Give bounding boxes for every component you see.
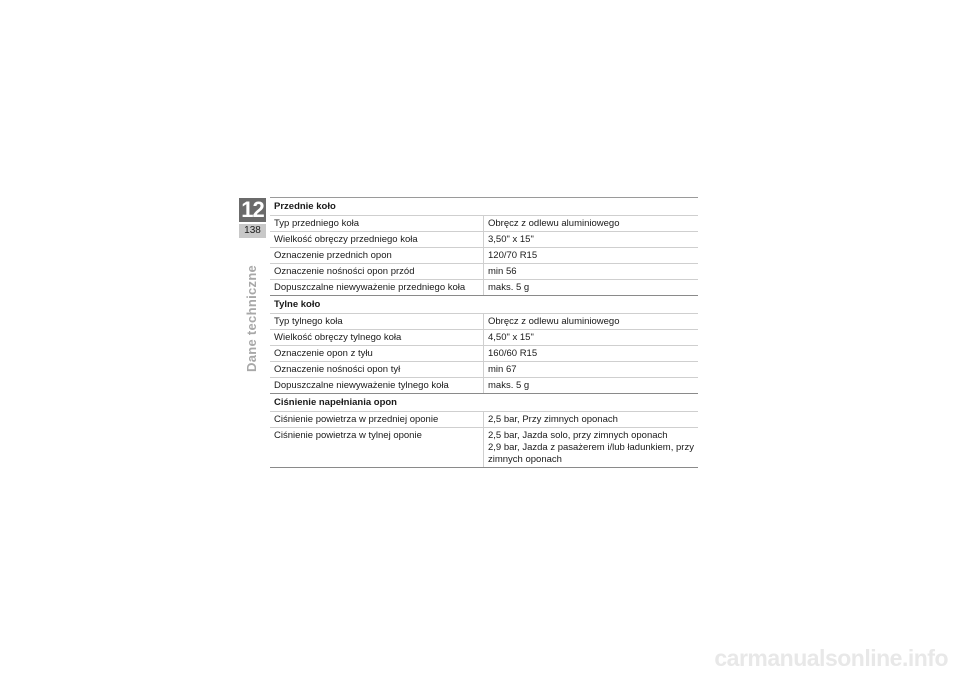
row-label: Oznaczenie nośności opon przód bbox=[274, 266, 415, 277]
table-row bbox=[270, 412, 698, 428]
row-label: Typ przedniego koła bbox=[274, 218, 360, 229]
row-value: min 56 bbox=[483, 264, 698, 279]
row-value: min 67 bbox=[483, 362, 698, 377]
table-row bbox=[270, 248, 698, 264]
row-label: Dopuszczalne niewyważenie tylnego koła bbox=[274, 380, 449, 391]
row-value: maks. 5 g bbox=[483, 280, 698, 295]
watermark: carmanualsonline.info bbox=[714, 645, 948, 671]
table-row bbox=[270, 428, 698, 468]
row-value: Obręcz z odlewu aluminiowego bbox=[483, 216, 698, 231]
row-value: 160/60 R15 bbox=[483, 346, 698, 361]
row-value: maks. 5 g bbox=[483, 378, 698, 393]
row-value: 2,5 bar, Przy zimnych oponach bbox=[483, 412, 698, 427]
row-label: Dopuszczalne niewyważenie przedniego koła bbox=[274, 282, 466, 293]
row-value-line: 2,5 bar, Jazda solo, przy zimnych oponach bbox=[488, 430, 668, 441]
section-heading-tire-pressure: Ciśnienie napełniania opon bbox=[270, 394, 698, 412]
table-row bbox=[270, 264, 698, 280]
table-row bbox=[270, 232, 698, 248]
row-label: Wielkość obręczy przedniego koła bbox=[274, 234, 418, 245]
table-row bbox=[270, 280, 698, 296]
row-value: 3,50" x 15" bbox=[483, 232, 698, 247]
table-row bbox=[270, 314, 698, 330]
page-number: 138 bbox=[239, 224, 266, 238]
row-label: Ciśnienie powietrza w przedniej oponie bbox=[274, 414, 439, 425]
row-value: 4,50" x 15" bbox=[483, 330, 698, 345]
chapter-title: Dane techniczne bbox=[244, 264, 259, 372]
row-label: Oznaczenie opon z tyłu bbox=[274, 348, 373, 359]
spec-table bbox=[270, 197, 698, 468]
row-label: Oznaczenie przednich opon bbox=[274, 250, 392, 261]
table-row bbox=[270, 216, 698, 232]
row-value bbox=[483, 428, 698, 467]
table-row bbox=[270, 330, 698, 346]
row-value-line: 2,9 bar, Jazda z pasażerem i/lub ładunkiem, przy zimnych oponach bbox=[488, 442, 694, 465]
chapter-number: 12 bbox=[239, 198, 266, 222]
row-value: Obręcz z odlewu aluminiowego bbox=[483, 314, 698, 329]
table-row bbox=[270, 346, 698, 362]
section-heading-front-wheel: Przednie koło bbox=[270, 198, 698, 216]
row-label: Typ tylnego koła bbox=[274, 316, 343, 327]
section-heading-rear-wheel: Tylne koło bbox=[270, 296, 698, 314]
table-row bbox=[270, 362, 698, 378]
row-label: Wielkość obręczy tylnego koła bbox=[274, 332, 402, 343]
table-row bbox=[270, 378, 698, 394]
row-label: Oznaczenie nośności opon tył bbox=[274, 364, 401, 375]
row-label: Ciśnienie powietrza w tylnej oponie bbox=[274, 430, 422, 441]
row-value: 120/70 R15 bbox=[483, 248, 698, 263]
